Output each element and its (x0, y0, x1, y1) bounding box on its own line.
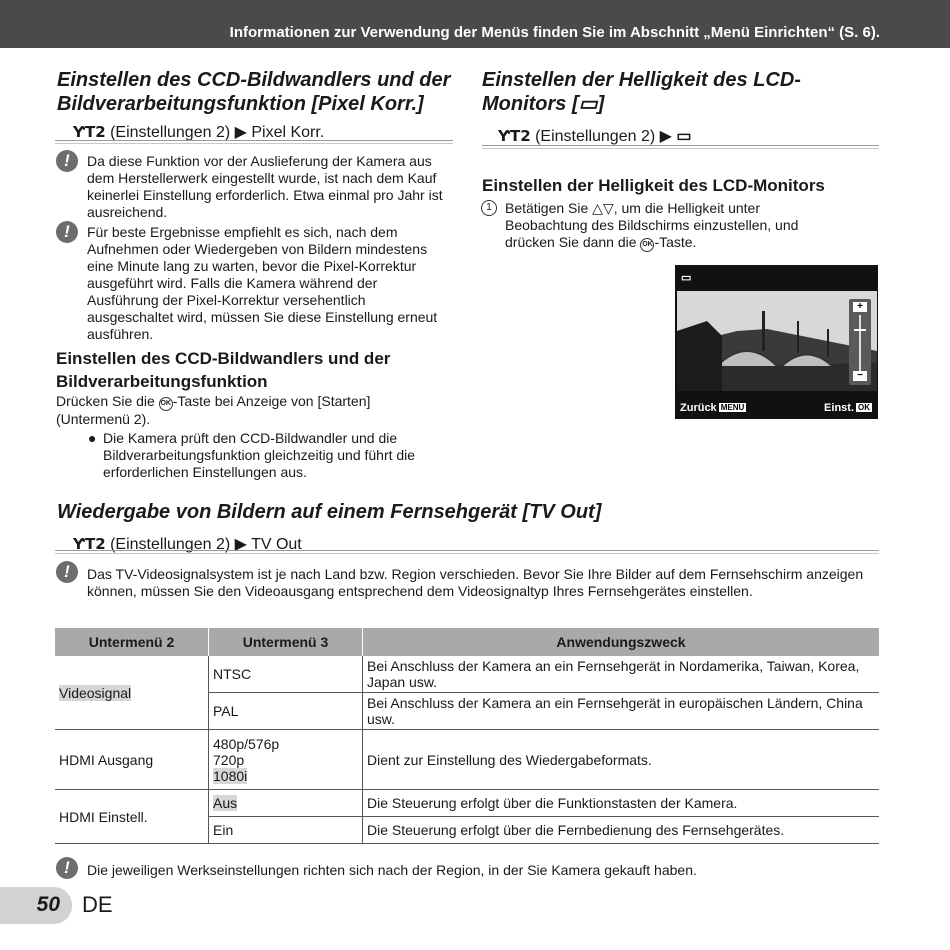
table-cell: Die Steuerung erfolgt über die Fernbedienung des Fernsehgerätes. (363, 817, 880, 844)
instruction-text (56, 393, 446, 428)
title-line-1: Einstellen der Helligkeit des LCD- (482, 69, 801, 91)
header-banner-text: Informationen zur Verwendung der Menüs finden Sie im Abschnitt „Menü Einrichten“ (S. 6). (229, 24, 880, 41)
instruction-part: -Taste bei Anzeige von [Starten] (Untermenü 2). (56, 393, 371, 427)
instruction-part: Drücken Sie die (56, 393, 159, 409)
language-code: DE (82, 892, 113, 917)
table-cell: HDMI Einstell. (55, 790, 209, 844)
slider-marker (854, 329, 866, 331)
set-label (824, 402, 872, 414)
default-value: Aus (213, 795, 238, 811)
menu-path-text: (Einstellungen 2) ▶ Pixel Korr. (110, 124, 325, 141)
footnote-text: Die jeweiligen Werkseinstellungen richten sich nach der Region, in der Sie Kamera gekauft haben. (87, 862, 697, 878)
table-cell: Dient zur Einstellung des Wiedergabeformats. (363, 730, 880, 790)
bridge-photo (677, 291, 877, 391)
tv-out-table (55, 628, 879, 844)
brightness-slider[interactable] (849, 299, 871, 385)
title-line-2: Bildverarbeitungsfunktion [Pixel Korr.] (57, 93, 424, 115)
settings-icon: ƳT2 (73, 123, 106, 141)
subtitle-line-2: Bildverarbeitungsfunktion (56, 372, 268, 391)
table-row (55, 730, 879, 790)
column-header: Untermenü 2 (55, 628, 209, 656)
divider (482, 145, 879, 149)
subtitle-line-1: Einstellen des CCD-Bildwandlers und der (56, 349, 391, 368)
section-title-lcd (482, 68, 801, 116)
section-title-tv-out: Wiedergabe von Bildern auf einem Fernsehgerät [TV Out] (57, 501, 602, 523)
title-line-2 (482, 92, 801, 116)
ok-button-icon: OK (159, 397, 173, 411)
ok-button-tag: OK (858, 403, 870, 412)
subsection-title (56, 347, 390, 393)
back-label (680, 402, 746, 414)
plus-icon: + (853, 302, 867, 312)
table-cell: Bei Anschluss der Kamera an ein Fernsehgerät in Nordamerika, Taiwan, Korea, Japan usw. (363, 656, 880, 693)
menu-path-text: (Einstellungen 2) ▶ TV Out (110, 536, 302, 553)
page-number: 50 (36, 893, 60, 916)
section-title-pixel-korr (57, 68, 450, 116)
title-line-1: Einstellen des CCD-Bildwandlers und der (57, 69, 451, 91)
menu-button-tag: MENU (720, 403, 745, 412)
header-banner (0, 0, 950, 48)
table-header-row (55, 628, 879, 656)
subsection-title: Einstellen der Helligkeit des LCD-Monitors (482, 176, 825, 195)
monitor-icon: ▭ (681, 272, 692, 284)
minus-icon: − (853, 371, 867, 381)
set-text: Einst. (824, 402, 854, 414)
table-cell: Bei Anschluss der Kamera an ein Fernsehgerät in europäischen Ländern, China usw. (363, 693, 880, 730)
note-text: Für beste Ergebnisse empfiehlt es sich, nach dem Aufnehmen oder Wiedergeben von Bildern mindestens eine Minute lang zu warten, bevor die Pixel-Korrektur ausgeführt wird. Falls die Kamera während der Ausführung der Pixel-Korrektur versehentlich ausgeschaltet wird, müssen Sie diese Einstellung erneut ausführen. (87, 224, 438, 342)
table-cell (209, 790, 363, 817)
caution-icon: ! (56, 561, 78, 583)
table-row (55, 790, 879, 817)
slider-track (859, 315, 861, 371)
table-cell: NTSC (209, 656, 363, 693)
ok-button-icon: OK (640, 238, 654, 252)
table-cell (209, 730, 363, 790)
column-header: Untermenü 3 (209, 628, 363, 656)
divider (55, 550, 879, 554)
bullet-dot: ● (88, 430, 97, 446)
column-header: Anwendungszweck (363, 628, 880, 656)
table-cell: PAL (209, 693, 363, 730)
title-part: Monitors [ (482, 93, 579, 115)
note-text: Da diese Funktion vor der Auslieferung der Kamera aus dem Herstellerwerk eingestellt wurde, ist nach dem Kauf keinerlei Einstellung erforderlich. Etwa einmal pro Jahr ist ausreichend. (87, 153, 443, 220)
option: 720p (213, 751, 245, 768)
lcd-screen-illustration (675, 265, 878, 419)
caution-icon: ! (56, 857, 78, 879)
option: 480p/576p (213, 735, 280, 752)
monitor-icon: ▭ (676, 128, 692, 145)
step-text (505, 200, 835, 252)
table-row (55, 656, 879, 693)
settings-icon: ƳT2 (73, 535, 106, 553)
menu-path-text: (Einstellungen 2) ▶ (535, 128, 677, 145)
monitor-icon: ▭ (578, 93, 598, 115)
caution-icon: ! (56, 150, 78, 172)
title-part: ] (597, 93, 605, 115)
step-part: Betätigen Sie △▽, um die Helligkeit unter Beobachtung des Bildschirms einzustellen, und drücken Sie dann die (505, 200, 799, 250)
step-number: 1 (481, 200, 497, 216)
back-text: Zurück (680, 402, 717, 414)
divider (55, 140, 453, 144)
default-value: Videosignal (59, 684, 132, 701)
table-cell: Ein (209, 817, 363, 844)
table-cell: HDMI Ausgang (55, 730, 209, 790)
bullet-text: Die Kamera prüft den CCD-Bildwandler und die Bildverarbeitungsfunktion gleichzeitig und führt die erforderlichen Einstellungen aus. (103, 430, 416, 480)
settings-icon: ƳT2 (498, 127, 531, 145)
page-number-tab (0, 887, 72, 924)
bridge-image (677, 291, 877, 391)
caution-icon: ! (56, 221, 78, 243)
note-text: Das TV-Videosignalsystem ist je nach Land bzw. Region verschieden. Bevor Sie Ihre Bilder auf dem Fernsehschirm anzeigen können, müssen Sie den Videoausgang entsprechend dem Videosignaltyp Ihres Fernsehgerätes einstellen. (87, 566, 864, 599)
default-value: 1080i (213, 767, 248, 784)
step-part: -Taste. (654, 234, 697, 250)
table-cell: Die Steuerung erfolgt über die Funktionstasten der Kamera. (363, 790, 880, 817)
table-cell (55, 656, 209, 730)
